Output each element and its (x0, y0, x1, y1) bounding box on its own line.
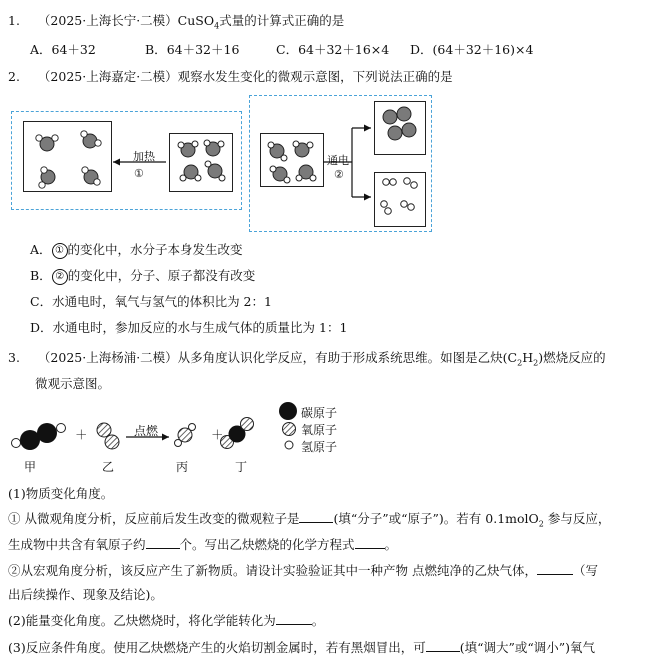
text: 参与反应， (543, 511, 611, 526)
oxygen-molecules (383, 107, 416, 140)
q3-stem-mid: H (522, 350, 534, 365)
q2-option-c[interactable] (30, 294, 272, 310)
answer-blank[interactable] (426, 651, 460, 652)
heating-label: 加热 (133, 150, 155, 163)
text: ②从宏观角度分析，该反应产生了新物质。请设计实验验证其中一种产物 点燃纯净的乙炔气体， (8, 563, 537, 578)
q3-part2 (8, 613, 324, 629)
water-molecule (39, 167, 55, 188)
q2-stem-text: （2025·上海嘉定·二模）观察水发生变化的微观示意图，下列说法正确的是 (37, 69, 453, 84)
text: (填“调大”或“调小”)氧气 (459, 640, 596, 655)
q1-stem-text: （2025·上海长宁·二模）CuSO (37, 13, 215, 28)
q2-number: 2. (8, 69, 20, 84)
q2-option-d[interactable] (30, 320, 347, 336)
option-label: D． (410, 42, 433, 57)
q3-stem-line2: 微观示意图。 (35, 376, 111, 391)
hydrogen-molecules (381, 178, 418, 215)
q3-stem-b: )燃烧反应的 (538, 350, 606, 365)
step-mark: ② (52, 269, 68, 285)
text: 生成物中共含有氧原子约 (8, 537, 146, 552)
oxygen-molecule (97, 423, 119, 449)
answer-blank[interactable] (537, 574, 573, 575)
option-text: 64＋32＋16 (166, 42, 240, 57)
text: 。 (384, 537, 398, 552)
option-text: 64＋32＋16×4 (298, 42, 390, 57)
hydrogen-atom-icon (285, 441, 293, 449)
text: (填“分子”或“原子”)。若有 0.1molO (333, 511, 539, 526)
subscript: 2 (533, 358, 539, 368)
q3-stem (8, 350, 606, 372)
water-molecule (81, 131, 101, 148)
acetylene-molecule (12, 423, 66, 450)
legend-oxygen: 氧原子 (301, 423, 338, 437)
water-molecule-diagram (0, 0, 650, 240)
subscript: 2 (538, 519, 544, 529)
q3-part1-line-d: 出后续操作、现象及结论)。 (8, 587, 163, 602)
oxygen-atom-icon (283, 423, 296, 436)
q2-option-b[interactable] (30, 268, 255, 285)
species-label-3: 丙 (176, 460, 189, 474)
option-text: (64＋32＋16)×4 (432, 42, 534, 57)
q3-part1-title: (1)物质变化角度。 (8, 486, 114, 501)
plus-sign-1: ＋ (75, 427, 88, 442)
text: ① 从微观角度分析，反应前后发生改变的微观粒子是 (8, 511, 300, 526)
q3-part1-line-b (8, 537, 397, 553)
option-label: A． (30, 42, 52, 57)
q2-option-a[interactable] (30, 242, 243, 259)
q3-part1-line-c (8, 563, 598, 579)
q1-number: 1. (8, 13, 20, 28)
option-text: 64＋32 (51, 42, 96, 57)
ignition-label: 点燃 (134, 424, 159, 438)
electrolysis-label: 通电 (327, 154, 349, 167)
option-text: 水通电时，氧气与氢气的体积比为 2：1 (52, 294, 272, 309)
carbon-dioxide-molecule (221, 418, 254, 449)
plus-sign-2: ＋ (211, 427, 224, 442)
water-molecule (175, 424, 196, 447)
step-mark: ① (52, 243, 68, 259)
species-label-2: 乙 (102, 460, 115, 474)
option-label: B． (30, 268, 52, 283)
q3-part1-line-a (8, 511, 610, 533)
option-text: 水通电时，参加反应的水与生成气体的质量比为 1：1 (52, 320, 348, 335)
option-label: C． (30, 294, 53, 309)
carbon-atom-icon (279, 402, 297, 420)
species-label-4: 丁 (235, 460, 248, 474)
water-molecule (36, 135, 58, 151)
q3-number: 3. (8, 350, 20, 365)
heating-step: ① (134, 167, 144, 180)
q3-part3 (8, 640, 595, 656)
water-molecule-cluster (178, 140, 225, 181)
water-molecule (82, 167, 100, 185)
legend-hydrogen: 氢原子 (301, 440, 338, 454)
species-label-1: 甲 (24, 460, 37, 474)
answer-blank[interactable] (146, 548, 180, 549)
electrolysis-step: ② (334, 168, 344, 181)
option-label: C． (276, 42, 299, 57)
answer-blank[interactable] (299, 522, 333, 523)
option-label: B． (145, 42, 167, 57)
option-text: 的变化中，水分子本身发生改变 (67, 242, 243, 257)
text: 个。写出乙炔燃烧的化学方程式 (179, 537, 355, 552)
q1-stem-sub: 4 (214, 21, 220, 31)
text: （写 (572, 563, 598, 578)
subscript: 2 (517, 358, 523, 368)
text: 。 (311, 613, 325, 628)
water-molecule-cluster-2 (268, 141, 316, 183)
option-label: A． (30, 242, 52, 257)
option-label: D． (30, 320, 53, 335)
answer-blank[interactable] (355, 548, 385, 549)
q3-stem-a: （2025·上海杨浦·二模）从多角度认识化学反应，有助于形成系统思维。如图是乙炔(C (37, 350, 518, 365)
answer-blank[interactable] (276, 624, 312, 625)
text: (3)反应条件角度。使用乙炔燃烧产生的火焰切割金属时，若有黑烟冒出，可 (8, 640, 426, 655)
text: (2)能量变化角度。乙炔燃烧时，将化学能转化为 (8, 613, 276, 628)
legend-carbon: 碳原子 (301, 406, 338, 420)
q1-stem-end: 式量的计算式正确的是 (219, 13, 345, 28)
option-text: 的变化中，分子、原子都没有改变 (67, 268, 256, 283)
